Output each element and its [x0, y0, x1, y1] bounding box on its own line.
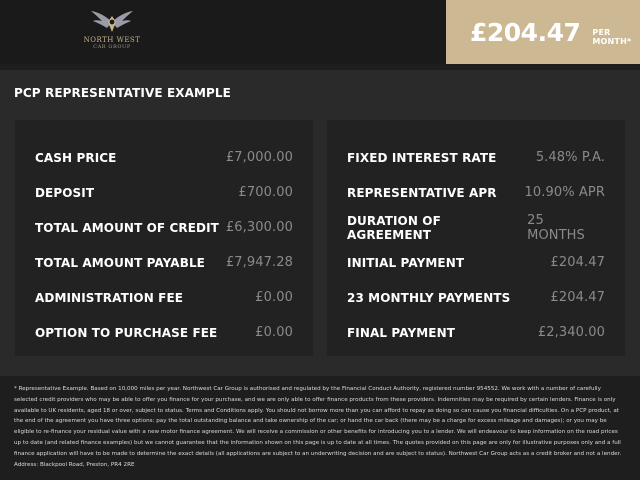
pcp-right-column — [327, 120, 625, 356]
pcp-row-purchase-fee — [35, 315, 293, 350]
row-label: TOTAL AMOUNT OF CREDIT — [35, 220, 219, 235]
pcp-row-duration — [347, 210, 605, 245]
pcp-row-monthly-payments — [347, 280, 605, 315]
logo-name: NORTH WEST — [83, 36, 141, 44]
row-value: £0.00 — [255, 290, 293, 305]
pcp-row-admin-fee — [35, 280, 293, 315]
monthly-price: £204.47 — [470, 17, 581, 47]
row-value: £6,300.00 — [225, 220, 293, 235]
row-label: ADMINISTRATION FEE — [35, 290, 184, 305]
pcp-title: PCP REPRESENTATIVE EXAMPLE — [14, 86, 231, 100]
monthly-price-box — [446, 0, 640, 64]
row-label: FIXED INTEREST RATE — [347, 150, 497, 165]
pcp-row-initial-payment — [347, 245, 605, 280]
row-label: INITIAL PAYMENT — [347, 255, 465, 270]
row-value: £7,947.28 — [225, 255, 293, 270]
pcp-row-total-credit — [35, 210, 293, 245]
row-value: £204.47 — [550, 290, 605, 305]
top-bar — [0, 0, 640, 64]
row-value: £204.47 — [550, 255, 605, 270]
pcp-row-total-payable — [35, 245, 293, 280]
row-value: £2,340.00 — [537, 325, 605, 340]
row-label: REPRESENTATIVE APR — [347, 185, 497, 200]
row-value: 10.90% APR — [524, 185, 605, 200]
row-label: 23 MONTHLY PAYMENTS — [347, 290, 511, 305]
row-value: £0.00 — [255, 325, 293, 340]
row-value: 25 MONTHS — [527, 212, 585, 243]
per-month-label: PER MONTH* — [592, 28, 632, 46]
logo-subtitle: CAR GROUP — [93, 44, 131, 50]
row-label: DURATION OF AGREEMENT — [347, 213, 441, 242]
row-label: DEPOSIT — [35, 185, 95, 200]
row-label: TOTAL AMOUNT PAYABLE — [35, 255, 205, 270]
winged-emblem-icon — [89, 8, 135, 36]
pcp-row-apr — [347, 175, 605, 210]
row-label: CASH PRICE — [35, 150, 117, 165]
pcp-left-column — [15, 120, 313, 356]
pcp-row-deposit — [35, 175, 293, 210]
row-value: 5.48% P.A. — [535, 150, 605, 165]
pcp-row-cash-price — [35, 140, 293, 175]
row-value: £7,000.00 — [225, 150, 293, 165]
brand-logo[interactable] — [80, 8, 144, 54]
finance-disclaimer: * Representative Example. Based on 10,000 miles per year. Northwest Car Group is authorised and regulated by the Financial Conduct Authority, registered number 954552. We work with a number of carefully selected credit providers who may be able to offer you finance for your purchase, and we are only able to offer finance products from these providers. Indemnities may be required by certain lenders. Finance is only available to UK residents, aged 18 or over, subject to status. Terms and Conditions apply. You should not borrow more than you can afford to repay as doing so can cause you financial difficulties. On a PCP product, at the end of the agreement you have three options: pay the total outstanding balance and take ownership of the car; or hand the car back (there may be a charge for excess mileage and damages); or you may be eligible to re-finance your residual value with a new motor finance agreement. We will receive a commission or other benefits for introducing you to a lender. We will endeavour to keep information on the road prices up to date (and related finance examples) but we cannot guarantee that the information shown on this page is up to date at all times. The quotes provided on this page are only for illustrative purposes only and a full finance application will have to be made to determine the exact details (all applications are subject to an underwriting decision and are subject to status). Northwest Car Group acts as a credit broker and not a lender. Address: Blackpool Road, Preston, PR4 2RE — [14, 386, 622, 468]
row-label: FINAL PAYMENT — [347, 325, 456, 340]
row-value: £700.00 — [238, 185, 293, 200]
pcp-row-interest-rate — [347, 140, 605, 175]
pcp-row-final-payment — [347, 315, 605, 350]
pcp-panel — [0, 70, 640, 376]
row-label: OPTION TO PURCHASE FEE — [35, 325, 218, 340]
